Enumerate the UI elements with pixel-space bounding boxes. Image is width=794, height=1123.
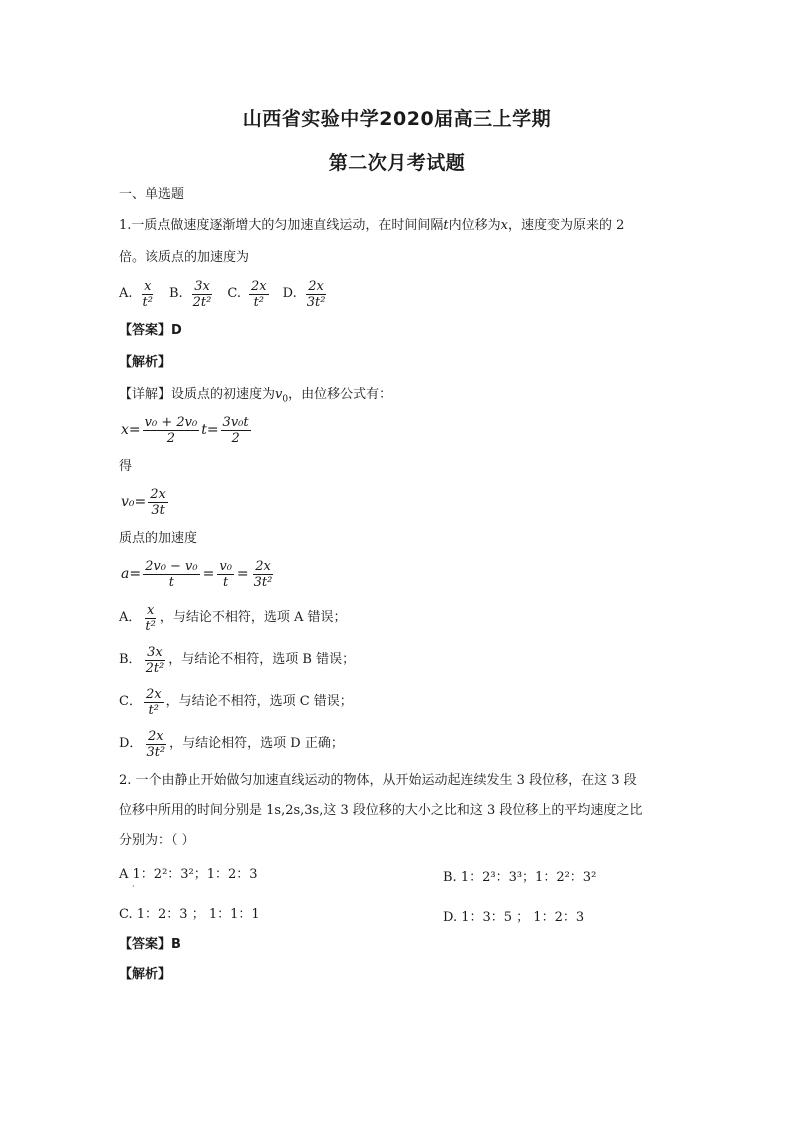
q1-equation-v0: v₀= $\frac{2x}{3t}$	[121, 486, 166, 518]
q2-option-d: D. 1：3：5 ； 1：2：3	[443, 910, 585, 925]
q1-stem-line2: 倍。该质点的加速度为	[119, 250, 250, 265]
q2-option-a: A 1：2²：3²；1：2：3	[119, 867, 258, 882]
q1-answer: 【答案】D	[119, 323, 182, 338]
page-title: 山西省实验中学2020届高三上学期	[242, 108, 552, 130]
q1-judgment-c: C． $\frac{2x}{\text{t²}}$ ，与结论不相符，选项 C 错误；	[119, 686, 353, 718]
q1-options	[119, 276, 341, 312]
q1-accel-label: 质点的加速度	[119, 531, 198, 546]
q2-answer: 【答案】B	[119, 937, 181, 952]
q2-option-c: C. 1：2：3 ； 1：1：1	[119, 907, 260, 922]
q1-de: 得	[119, 459, 133, 474]
page-subtitle: 第二次月考试题	[328, 152, 466, 174]
q2-option-b: B. 1：2³：3³；1：2²：3²	[443, 870, 597, 885]
q1-judgment-b: B． $\frac{3x}{\text{2t²}}$ ，与结论不相符，选项 B 错误；	[119, 644, 356, 676]
q1-stem-line1	[119, 217, 624, 235]
q1-equation-displacement: x= $\frac{\text{v₀ + 2v₀}}{2}$ t= $\frac{\text{3v₀t}}{2}$	[121, 414, 249, 446]
q1-option-d: D. $\frac{2x}{\text{3t²}}$	[282, 278, 326, 310]
q1-stem-var-t: t	[443, 218, 449, 233]
q1-analysis-heading: 【解析】	[119, 355, 172, 370]
q1-option-b: B. $\frac{3x}{\text{2t²}}$	[168, 278, 212, 310]
q2-stem-line1: 2. 一个由静止开始做匀加速直线运动的物体，从开始运动起连续发生 3 段位移，在这 3 段	[119, 773, 637, 788]
q1-equation-acceleration: a= $\frac{\text{2v₀ − v₀}}{t}$ = $\frac{\text{v₀}}{t}$ = $\frac{2x}{\text{3t²}}$	[121, 558, 273, 590]
q1-stem-text-c: ，速度变为原来的 2	[508, 218, 625, 233]
q2-analysis-heading: 【解析】	[119, 967, 172, 982]
q1-option-a: A. $\frac{x}{\text{t²}}$	[119, 278, 153, 310]
q1-option-c: C. $\frac{2x}{\text{t²}}$	[227, 278, 267, 310]
q2-stem-line3: 分别为：（ ）	[119, 833, 195, 848]
stray-dot: ·	[132, 882, 135, 891]
section-heading: 一、单选题	[119, 187, 185, 202]
q1-detail: 【详解】设质点的初速度为$v_0$，由位移公式有：	[119, 387, 393, 405]
q1-judgment-d: D． $\frac{2x}{\text{3t²}}$ ，与结论相符，选项 D 正确；	[119, 728, 344, 760]
q1-judgment-a: A． $\frac{x}{\text{t²}}$ ，与结论不相符，选项 A 错误；	[119, 602, 347, 634]
q2-stem-line2: 位移中所用的时间分别是 1s,2s,3s,这 3 段位移的大小之比和这 3 段位移上的平均速度之比	[119, 803, 643, 818]
q1-stem-text-a: 1.一质点做速度逐渐增大的匀加速直线运动，在时间间隔	[119, 218, 444, 233]
q1-stem-text-b: 内位移为	[448, 218, 501, 233]
q1-stem-var-x: x	[500, 218, 508, 233]
